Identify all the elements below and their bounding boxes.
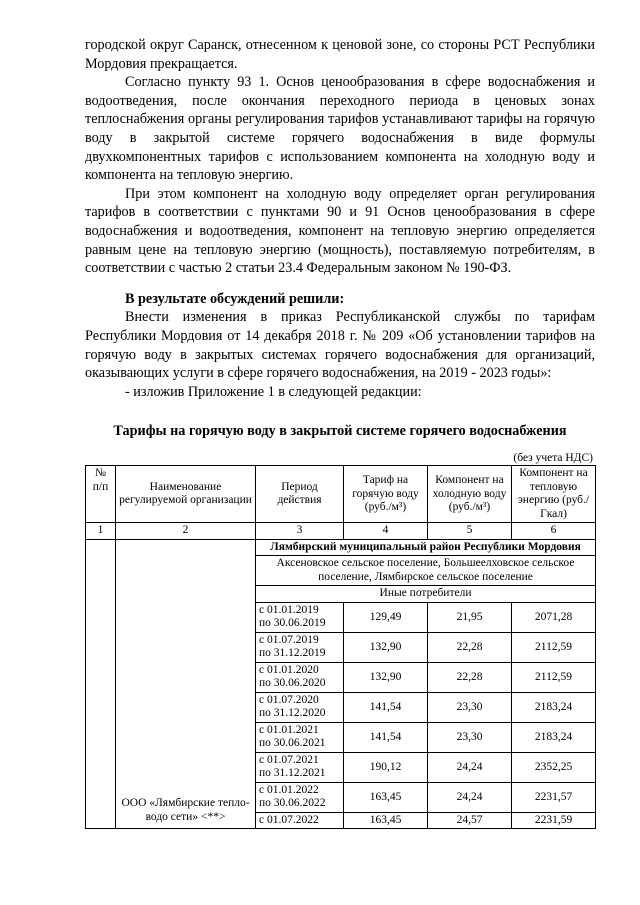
paragraph-1: городской округ Саранск, отнесенном к ценовой зоне, со стороны РСТ Республики Мордовия прекращается. bbox=[85, 37, 595, 72]
heat-component-cell: 2231,57 bbox=[512, 782, 596, 812]
tariff-cell: 132,90 bbox=[344, 632, 428, 662]
row-number-cell bbox=[86, 539, 116, 829]
header-org: Наименование регулируемой организации bbox=[116, 466, 256, 523]
header-cold: Компонент на холодную воду (руб./м³) bbox=[428, 466, 512, 523]
decision-item: - изложив Приложение 1 в следующей редакции: bbox=[125, 383, 422, 400]
region-row bbox=[86, 539, 596, 556]
tariff-cell: 141,54 bbox=[344, 692, 428, 722]
tariff-cell: 132,90 bbox=[344, 662, 428, 692]
cold-component-cell: 23,30 bbox=[428, 722, 512, 752]
paragraph-3: При этом компонент на холодную воду определяет орган регулирования тарифов в соответствии с пунктами 90 и 91 Основ ценообразования в сфере водоснабжения и водоотведения, компонент на тепловую энергию определяется равным цене на тепловую энергию (мощность), поставляемую потребителям, в соответствии с частью 2 статьи 23.4 Федеральным законом № 190-ФЗ. bbox=[85, 185, 595, 277]
col-number: 4 bbox=[344, 523, 428, 540]
table-title: Тарифы на горячую воду в закрытой системе горячего водоснабжения bbox=[113, 423, 567, 440]
period-cell: с 01.07.2022 bbox=[256, 812, 344, 829]
period-cell: с 01.07.2019 по 31.12.2019 bbox=[256, 632, 344, 662]
col-number: 6 bbox=[512, 523, 596, 540]
consumers-name: Иные потребители bbox=[256, 586, 596, 603]
paragraph-2: Согласно пункту 93 1. Основ ценообразования в сфере водоснабжения и водоотведения, после окончания переходного периода в ценовых зонах теплоснабжения органы регулирования тарифов устанавливают тарифы на горячую воду в закрытой системе горячего водоснабжения в виде формулы двухкомпонентных тарифов с использованием компонента на холодную воду и компонента на тепловую энергию. bbox=[85, 74, 595, 184]
cold-component-cell: 22,28 bbox=[428, 662, 512, 692]
heat-component-cell: 2231,59 bbox=[512, 812, 596, 829]
cold-component-cell: 21,95 bbox=[428, 602, 512, 632]
heat-component-cell: 2112,59 bbox=[512, 632, 596, 662]
col-number: 2 bbox=[116, 523, 256, 540]
period-cell: с 01.01.2020 по 30.06.2020 bbox=[256, 662, 344, 692]
decision-heading: В результате обсуждений решили: bbox=[125, 290, 345, 307]
col-number: 3 bbox=[256, 523, 344, 540]
organization-cell: ООО «Лямбирские тепло-водо сети» <**> bbox=[116, 539, 256, 829]
region-name: Лямбирский муниципальный район Республики Мордовия bbox=[256, 539, 596, 556]
tariff-cell: 163,45 bbox=[344, 812, 428, 829]
document-page bbox=[85, 36, 595, 829]
cold-component-cell: 22,28 bbox=[428, 632, 512, 662]
period-cell: с 01.01.2019 по 30.06.2019 bbox=[256, 602, 344, 632]
period-cell: с 01.07.2020 по 31.12.2020 bbox=[256, 692, 344, 722]
tariff-cell: 190,12 bbox=[344, 752, 428, 782]
settlements-name: Аксеновское сельское поселение, Большеелховское сельское поселение, Лямбирское сельское поселение bbox=[256, 556, 596, 586]
decision-text: Внести изменения в приказ Республиканской службы по тарифам Республики Мордовия от 14 декабря 2018 г. № 209 «Об установлении тарифов на горячую воду в закрытых системах горячего водоснабжения для организаций, оказывающих услуги в сфере горячего водоснабжения, на 2019 - 2023 годы»: bbox=[85, 309, 595, 382]
heat-component-cell: 2071,28 bbox=[512, 602, 596, 632]
heat-component-cell: 2112,59 bbox=[512, 662, 596, 692]
col-number: 1 bbox=[86, 523, 116, 540]
period-cell: с 01.07.2021 по 31.12.2021 bbox=[256, 752, 344, 782]
header-num: № п/п bbox=[86, 466, 116, 523]
col-number: 5 bbox=[428, 523, 512, 540]
column-number-row bbox=[86, 523, 596, 540]
header-tariff: Тариф на горячую воду (руб./м³) bbox=[344, 466, 428, 523]
header-period: Период действия bbox=[256, 466, 344, 523]
tariff-cell: 141,54 bbox=[344, 722, 428, 752]
period-cell: с 01.01.2021 по 30.06.2021 bbox=[256, 722, 344, 752]
tariff-cell: 129,49 bbox=[344, 602, 428, 632]
vat-note: (без учета НДС) bbox=[513, 452, 593, 465]
tariff-cell: 163,45 bbox=[344, 782, 428, 812]
cold-component-cell: 24,24 bbox=[428, 752, 512, 782]
table-header-row bbox=[86, 466, 596, 523]
period-cell: с 01.01.2022 по 30.06.2022 bbox=[256, 782, 344, 812]
cold-component-cell: 23,30 bbox=[428, 692, 512, 722]
heat-component-cell: 2183,24 bbox=[512, 692, 596, 722]
cold-component-cell: 24,24 bbox=[428, 782, 512, 812]
header-heat: Компонент на тепловую энергию (руб./Гкал) bbox=[512, 466, 596, 523]
heat-component-cell: 2183,24 bbox=[512, 722, 596, 752]
tariff-table bbox=[85, 465, 596, 829]
cold-component-cell: 24,57 bbox=[428, 812, 512, 829]
heat-component-cell: 2352,25 bbox=[512, 752, 596, 782]
